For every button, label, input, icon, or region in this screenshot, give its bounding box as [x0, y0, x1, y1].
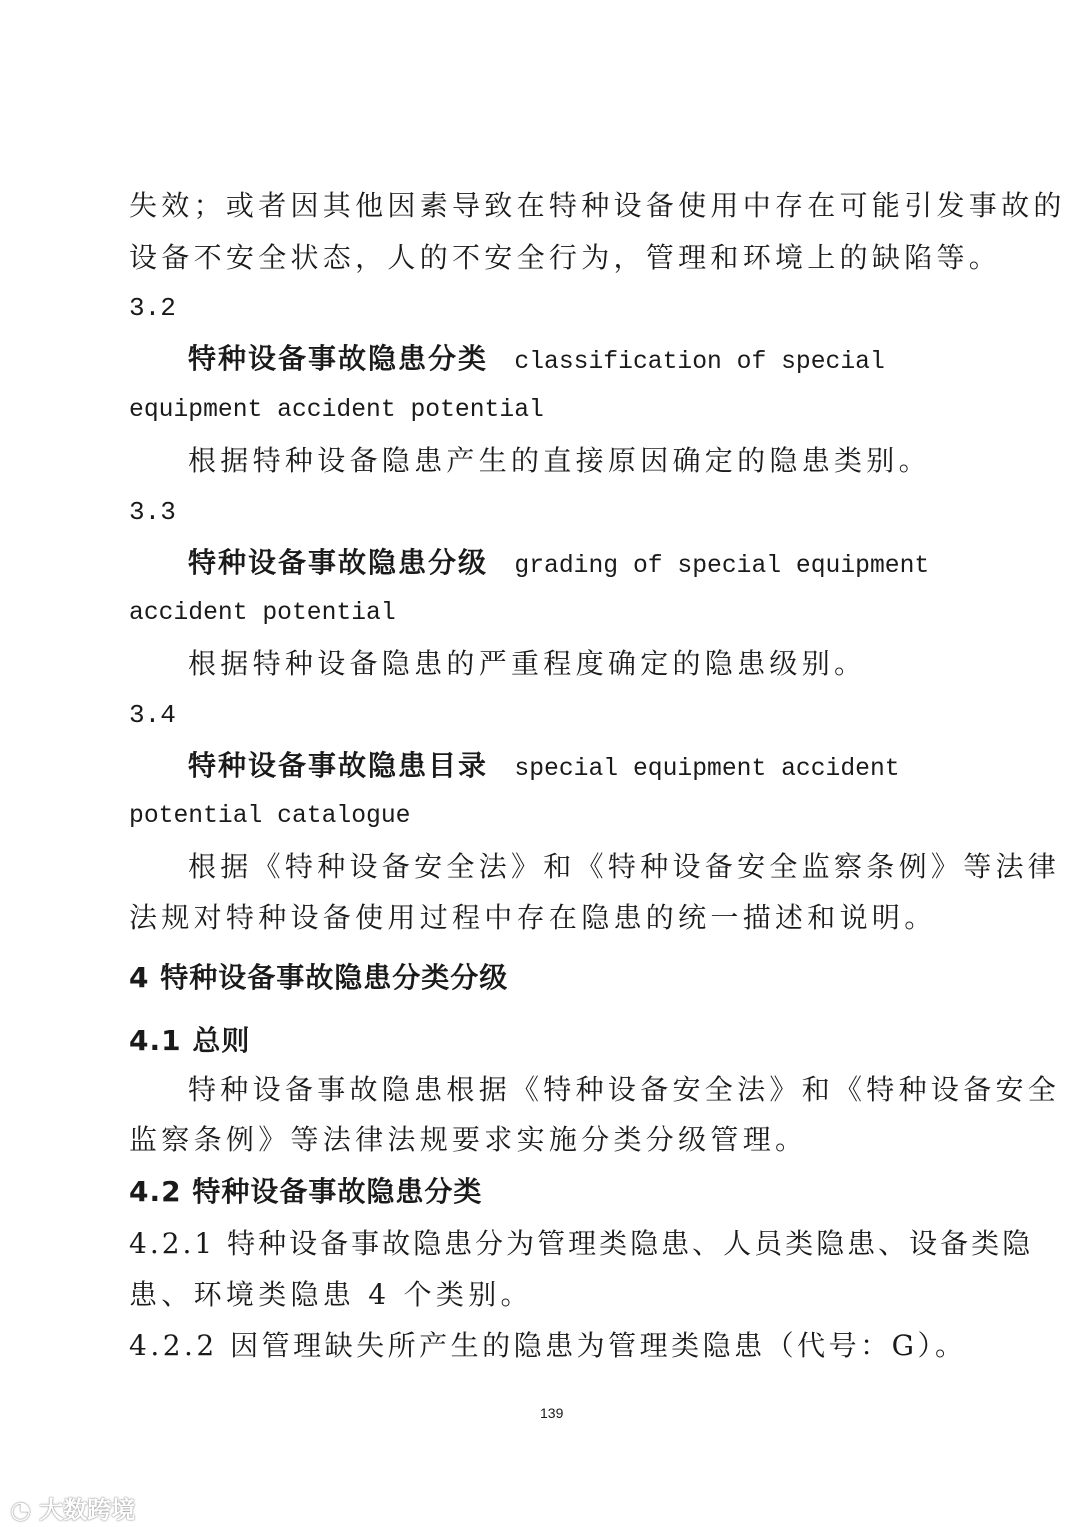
clause-4-2-1-cont: 患、环境类隐患 4 个类别。	[129, 1278, 533, 1311]
definition: 根据《特种设备安全法》和《特种设备安全监察条例》等法律	[188, 850, 1061, 883]
clause-4-2-1: 4.2.1 特种设备事故隐患分为管理类隐患、人员类隐患、设备类隐	[129, 1227, 1034, 1260]
section-number: 3.3	[129, 497, 176, 527]
paragraph-line: 特种设备事故隐患根据《特种设备安全法》和《特种设备安全	[188, 1073, 1061, 1106]
paragraph-line: 设备不安全状态，人的不安全行为，管理和环境上的缺陷等。	[129, 241, 1002, 274]
term-cn: 特种设备事故隐患目录	[188, 749, 489, 782]
section-number: 3.4	[129, 700, 176, 730]
term-en: grading of special equipment	[514, 552, 930, 580]
term-en-cont: accident potential	[129, 599, 396, 627]
section-heading-4-1: 4.1 总则	[129, 1024, 251, 1057]
definition: 根据特种设备隐患的严重程度确定的隐患级别。	[188, 647, 867, 680]
term-en: special equipment accident	[514, 755, 900, 783]
term-line	[188, 748, 900, 787]
term-cn: 特种设备事故隐患分级	[188, 546, 489, 579]
term-line	[188, 545, 929, 584]
section-number: 3.2	[129, 293, 176, 323]
term-line	[188, 341, 885, 380]
section-heading-4: 4 特种设备事故隐患分类分级	[129, 961, 509, 994]
watermark-logo: ◔ 大数跨境	[10, 1496, 136, 1524]
term-en-cont: equipment accident potential	[129, 396, 544, 424]
definition: 根据特种设备隐患产生的直接原因确定的隐患类别。	[188, 444, 931, 477]
watermark-text: 大数跨境	[39, 1496, 136, 1524]
term-cn: 特种设备事故隐患分类	[188, 342, 489, 375]
term-en: classification of special	[514, 348, 885, 376]
paragraph-line: 监察条例》等法律法规要求实施分类分级管理。	[129, 1123, 808, 1156]
paragraph-line: 失效；或者因其他因素导致在特种设备使用中存在可能引发事故的	[129, 189, 1066, 222]
clause-4-2-2: 4.2.2 因管理缺失所产生的隐患为管理类隐患（代号：G）。	[129, 1329, 967, 1362]
term-en-cont: potential catalogue	[129, 802, 411, 830]
definition-cont: 法规对特种设备使用过程中存在隐患的统一描述和说明。	[129, 901, 937, 934]
page-number: 139	[540, 1405, 564, 1421]
section-heading-4-2: 4.2 特种设备事故隐患分类	[129, 1175, 483, 1208]
